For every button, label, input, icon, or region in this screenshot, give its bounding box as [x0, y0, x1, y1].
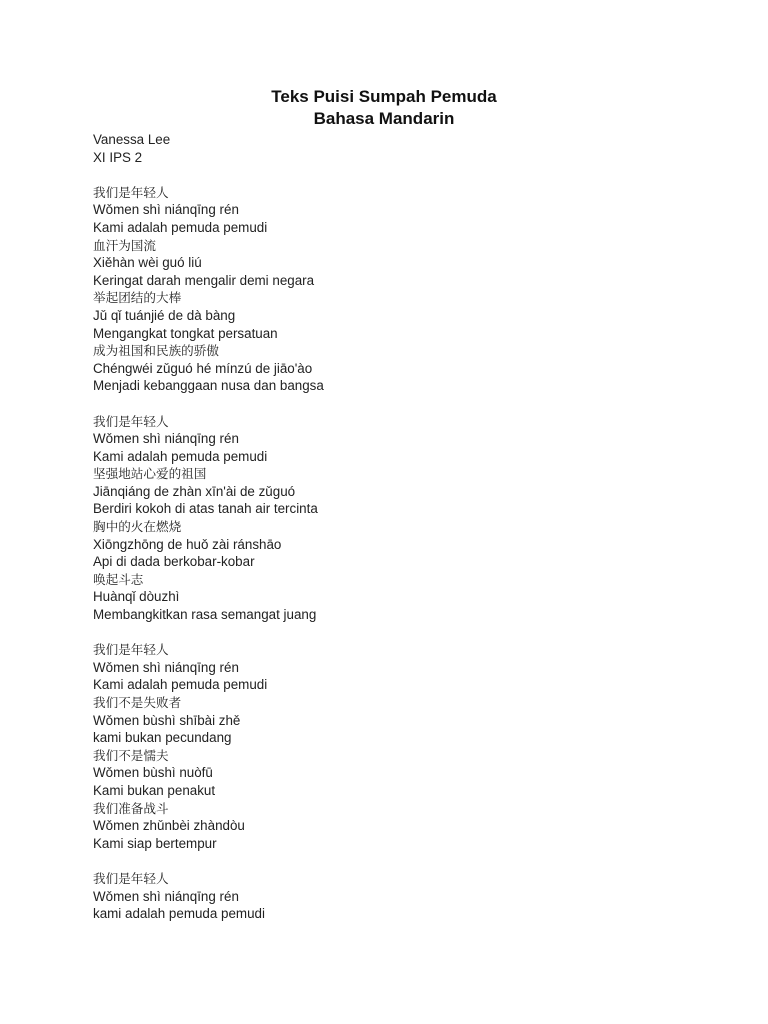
indonesian-line: Keringat darah mengalir demi negara: [93, 272, 315, 288]
mandarin-line: 我们是年轻人: [93, 413, 169, 429]
mandarin-line: 我们是年轻人: [93, 642, 169, 658]
indonesian-line: Membangkitkan rasa semangat juang: [93, 607, 317, 623]
mandarin-line: 我们不是失败者: [93, 695, 182, 710]
indonesian-line: kami adalah pemuda pemudi: [93, 906, 265, 922]
document-body: [93, 131, 713, 923]
mandarin-line: 我们是年轻人: [93, 870, 169, 886]
mandarin-line: 胸中的火在燃烧: [93, 519, 182, 535]
indonesian-line: Kami bukan penakut: [93, 782, 216, 798]
indonesian-line: kami bukan pecundang: [93, 730, 232, 746]
indonesian-line: Berdiri kokoh di atas tanah air tercinta: [93, 501, 318, 517]
indonesian-line: Api di dada berkobar-kobar: [93, 554, 255, 570]
mandarin-line: 我们是年轻人: [93, 184, 169, 200]
indonesian-line: Kami adalah pemuda pemudi: [93, 448, 268, 464]
indonesian-line: Kami siap bertempur: [93, 835, 217, 851]
author-class: XI IPS 2: [93, 149, 143, 165]
title-line-2: Bahasa Mandarin: [313, 109, 455, 128]
indonesian-line: Kami adalah pemuda pemudi: [93, 219, 268, 235]
pinyin-line: Wǒmen bùshì shībài zhě: [93, 712, 241, 728]
pinyin-line: Wǒmen shì niánqīng rén: [93, 202, 239, 218]
pinyin-line: Xiěhàn wèi guó liú: [93, 255, 202, 271]
mandarin-line: 举起团结的大棒: [93, 290, 182, 306]
stanza-4: [93, 870, 713, 923]
title-line-1: Teks Puisi Sumpah Pemuda: [271, 87, 497, 106]
pinyin-line: Wǒmen shì niánqīng rén: [93, 431, 239, 447]
indonesian-line: Menjadi kebanggaan nusa dan bangsa: [93, 378, 324, 394]
document-title: [0, 86, 768, 130]
pinyin-line: Huànqǐ dòuzhì: [93, 589, 180, 605]
indonesian-line: Mengangkat tongkat persatuan: [93, 325, 278, 341]
mandarin-line: 成为祖国和民族的骄傲: [93, 343, 219, 359]
mandarin-line: 我们不是懦夫: [93, 747, 169, 763]
pinyin-line: Wǒmen shì niánqīng rén: [93, 659, 239, 675]
author-block: [93, 131, 713, 166]
mandarin-line: 我们准备战斗: [93, 800, 169, 816]
mandarin-line: 唤起斗志: [93, 571, 144, 587]
pinyin-line: Jǔ qǐ tuánjié de dà bàng: [93, 307, 236, 323]
pinyin-line: Wǒmen bùshì nuòfū: [93, 765, 213, 781]
stanza-3: [93, 641, 713, 852]
mandarin-line: 血汗为国流: [93, 237, 156, 253]
pinyin-line: Xiōngzhōng de huǒ zài ránshāo: [93, 536, 282, 552]
pinyin-line: Wǒmen zhǔnbèi zhàndòu: [93, 818, 245, 834]
pinyin-line: Wǒmen shì niánqīng rén: [93, 888, 239, 904]
author-name: Vanessa Lee: [93, 132, 171, 147]
indonesian-line: Kami adalah pemuda pemudi: [93, 677, 268, 693]
mandarin-line: 坚强地站心爱的祖国: [93, 466, 207, 482]
pinyin-line: Chéngwéi zǔguó hé mínzú de jiāo'ào: [93, 360, 313, 376]
pinyin-line: Jiānqiáng de zhàn xīn'ài de zǔguó: [93, 483, 296, 499]
stanza-2: [93, 413, 713, 624]
stanza-1: [93, 184, 713, 395]
